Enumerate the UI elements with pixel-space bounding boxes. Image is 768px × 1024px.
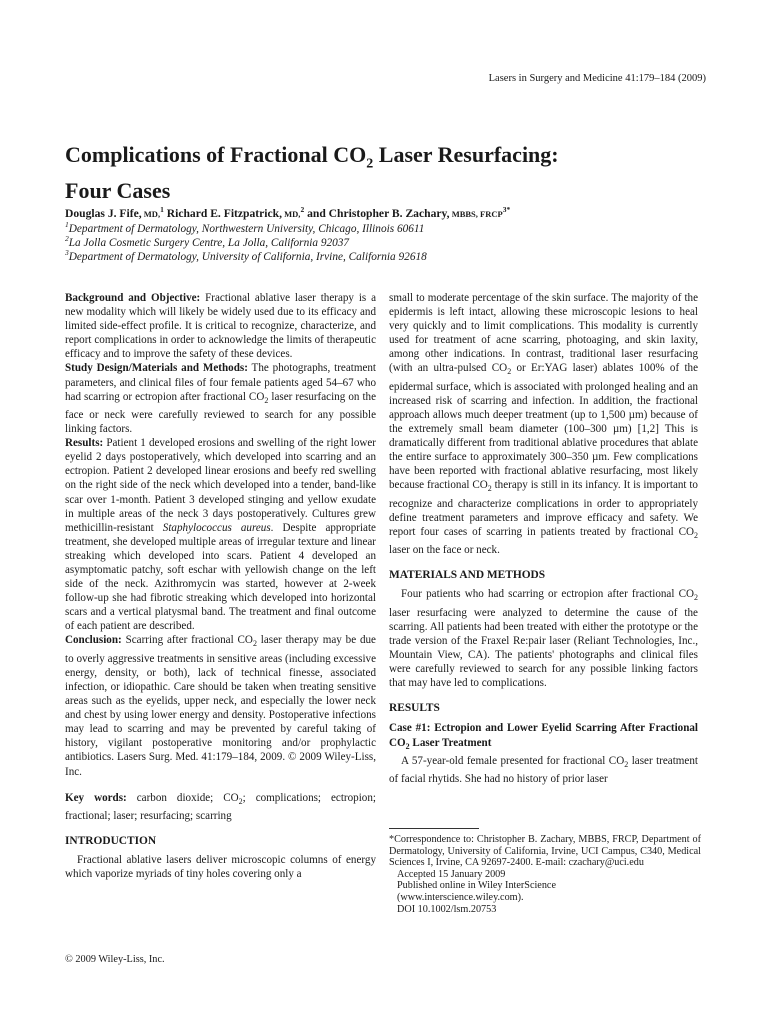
footnote-divider [389,828,479,829]
affiliation-3: $^3$Department of Dermatology, University of California, Irvine, California 92618 [65,248,427,263]
introduction-continued: small to moderate percentage of the skin surface. The majority of the epidermis is left intact, allowing these microscopic lesions to heal very quickly and to limit complications. This modality is currently used for treatment of acne scarring, photoaging, and skin laxity, among other indications. In contrast, traditional laser resurfacing (with an ultra-pulsed $CO_2$ or Er:YAG laser) ablates 100% of the epidermal surface, which is associated with prolonged healing and an increased risk of scarring and infection. In addition, the fractional approach allows much deeper treatment (up to 1,500 µm) because of the extremely small beam diameter (100–300 µm) [1,2] This is dramatically different from traditional ablative procedures that ablate the entire surface to approximately 300–350 µm. Few complications have been reported with fractional ablative resurfacing, most likely because fractional $CO_2$ therapy is still in its infancy. It is important to recognize and characterize complications in order to appropriately define treatment parameters and improve efficacy and safety. We report four cases of scarring in patients treated by fractional $CO_2$ laser on the face or neck. [389,292,698,557]
results-heading: RESULTS [389,702,440,715]
correspondence-address: *Correspondence to: Christopher B. Zachary, MBBS, FRCP, Department of Dermatology, University of California, Irvine, UCI Campus, C340, Medical Sciences I, Irvine, CA 92697-2400. E-mail: czachary@uci.edu [389,834,701,869]
case1-text: A 57-year-old female presented for fractional $CO_2$ laser treatment of facial rhytids. She had no history of prior laser [389,754,698,786]
abstract-background: Background and Objective: Fractional ablative laser therapy is a new modality which will likely be widely used due to its efficacy and limited side-effect profile. It is critical to recognize, characterize, and report complications in order to acknowledge the limits of therapeutic efficacy and to improve the safety of these devices. [65,292,376,361]
publisher-url: (www.interscience.wiley.com). [397,891,524,903]
abstract-conclusion: Conclusion: Scarring after fractional $CO_2$ laser therapy may be due to overly aggressive treatments in sensitive areas (including excessive energy, density, or both), lack of technical finesse, associated infection, or idiopathic. Care should be taken when treating sensitive areas such as the eyelids, upper neck, and especially the lower neck and chest by using lower energy and density. Postoperative infections may lead to scarring and may be prevented by careful taking of history, vigilant postoperative monitoring and/or prophylactic antibiotics. Lasers Surg. Med. 41:179–184, 2009. © 2009 Wiley-Liss, Inc. [65,634,376,778]
accepted-date: Accepted 15 January 2009 [397,868,506,880]
abstract-study-design: Study Design/Materials and Methods: The photographs, treatment parameters, and clinical files of four female patients aged 54–67 who had scarring or ectropion after fractional $CO_2$ laser resurfacing on the face or neck were carefully reviewed to search for any possible linking factors. [65,362,377,436]
affiliation-2: $^2$La Jolla Cosmetic Surgery Centre, La Jolla, California 92037 [65,234,350,249]
correspondence-footnote [389,834,701,915]
abstract-results: Results: Patient 1 developed erosions and swelling of the right lower eyelid 2 days postoperatively, which developed into scarring and an ectropion. Patient 2 developed linear erosions and beefy red swelling on the right side of the neck which developed into a tender, band-like scar over 1-month. Patient 3 developed stinging and yellow exudate in multiple areas of the neck 3 days postoperatively. Cultures grew methicillin-resistant Staphylococcus aureus. Despite appropriate treatment, she developed multiple areas of irregular texture and linear streaking which developed into scars. Patient 4 developed an asymptomatic patchy, soft eschar with yellowish change on the left side of the neck. Azithromycin was started, however at 2-week follow-up she had fibrotic streaking which developed into horizontal scars and a vertical platysmal band. The treatment and final outcome of each patient are described. [65,437,376,633]
methods-text: Four patients who had scarring or ectropion after fractional $CO_2$ laser resurfacing were analyzed to determine the cause of the scarring. All patients had been treated with either the prototype or the trade version of the Fraxel Re:pair laser (Reliant Technologies, Inc., Mountain View, CA). The patients' photographs and clinical files were carefully reviewed to search for any possible linking factors that may have led to complications. [389,588,698,690]
published-online: Published online in Wiley InterScience [397,880,556,892]
left-column [65,291,376,881]
introduction-text: Fractional ablative lasers deliver microscopic columns of energy which vaporize myriads of tiny holes covering only a [65,854,376,881]
right-column [389,291,698,786]
article-title: Complications of Fractional $CO_2$ Laser Resurfacing: Four Cases [65,142,559,204]
footer-copyright: © 2009 Wiley-Liss, Inc. [65,954,165,965]
doi: DOI 10.1002/lsm.20753 [397,903,497,915]
journal-citation: Lasers in Surgery and Medicine 41:179–184 (2009) [488,73,706,84]
affiliation-1: $^1$Department of Dermatology, Northwestern University, Chicago, Illinois 60611 [65,220,425,235]
keywords: Key words: carbon dioxide; $CO_2$; complications; ectropion; fractional; laser; resurfacing; scarring [65,791,376,822]
author-list: Douglas J. Fife, MD,$^1$ Richard E. Fitzpatrick, MD,$^2$ and Christopher B. Zachary, MBBS, $FRCP^{3*}$ [65,205,511,220]
case1-heading: Case #1: Ectropion and Lower Eyelid Scarring After Fractional $CO_2$ Laser Treatment [389,722,698,751]
methods-heading: MATERIALS AND METHODS [389,569,546,582]
introduction-heading: INTRODUCTION [65,835,157,848]
